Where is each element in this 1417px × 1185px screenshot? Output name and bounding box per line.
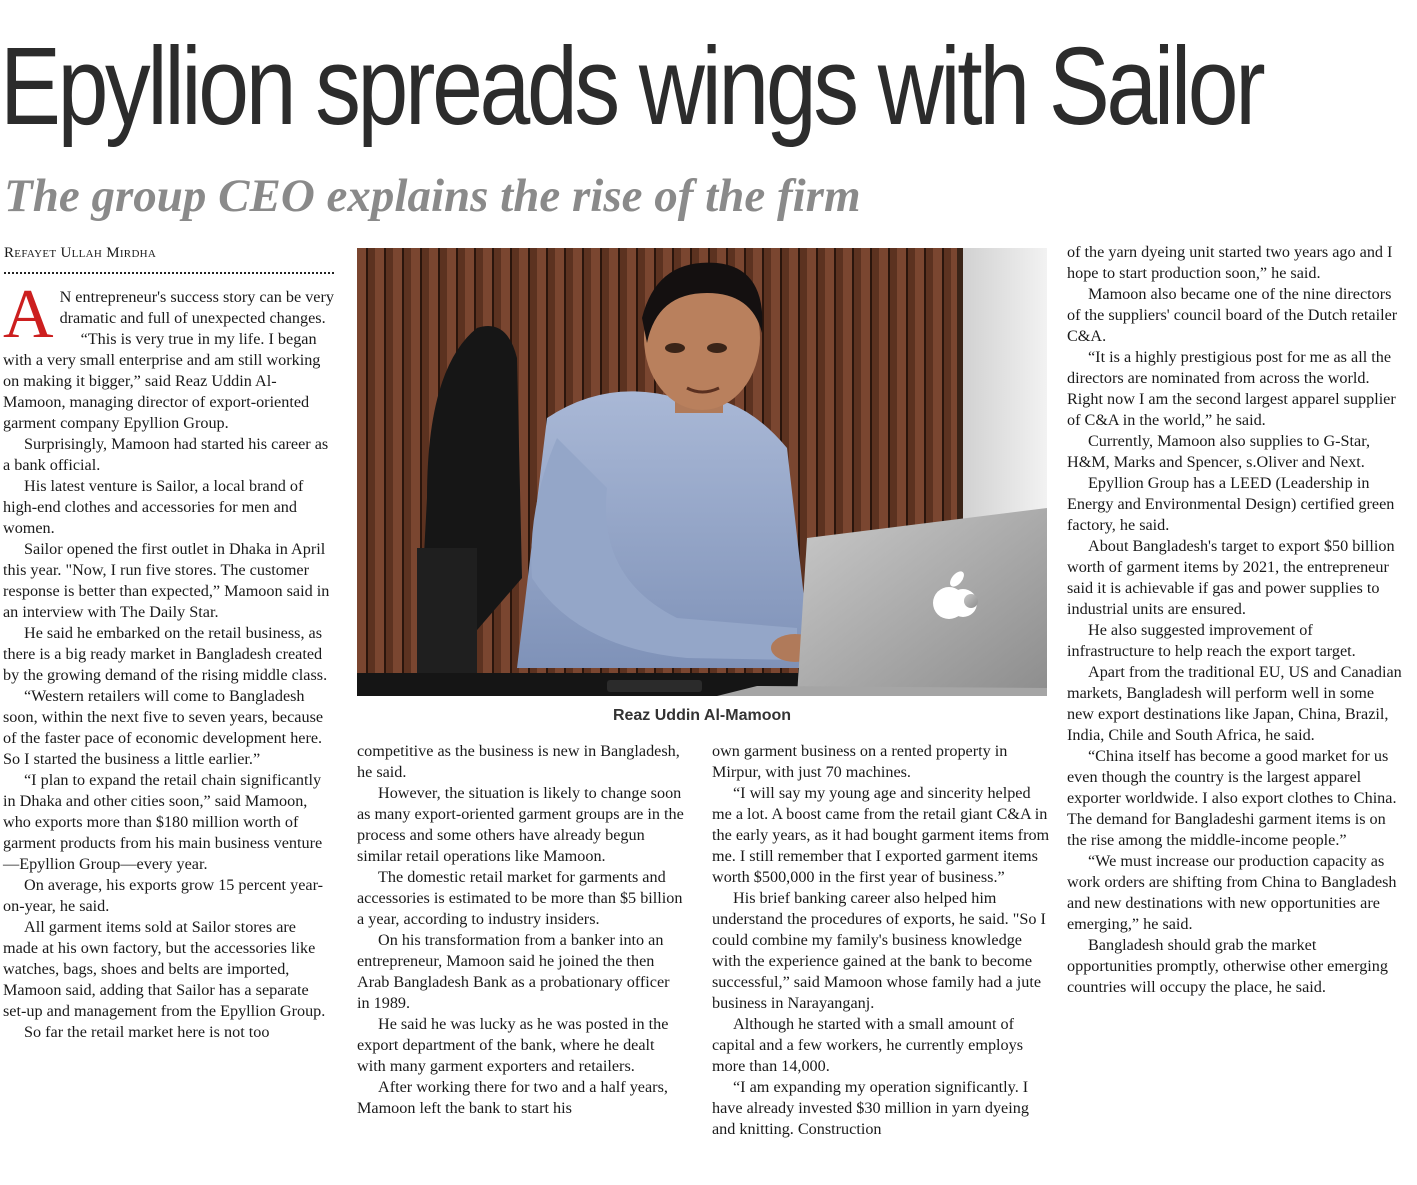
headline: Epyllion spreads wings with Sailor <box>0 25 1263 148</box>
paragraph: Surprisingly, Mamoon had started his career as a bank official. <box>3 435 329 474</box>
paragraph: Mamoon also became one of the nine directors of the suppliers' council board of the Dutch retailer C&A. <box>1067 285 1398 345</box>
lead-paragraph <box>3 276 335 353</box>
paragraph: of the yarn dyeing unit started two years ago and I hope to start production soon,” he said. <box>1067 243 1393 282</box>
paragraph: “I am expanding my operation significantly. I have already invested $30 million in yarn dyeing and knitting. Construction <box>712 1078 1029 1138</box>
paragraph: About Bangladesh's target to export $50 billion worth of garment items by 2021, the entrepreneur said it is achievable if gas and power supplies to industrial units are ensured. <box>1067 537 1395 618</box>
paragraph: Apart from the traditional EU, US and Canadian markets, Bangladesh will perform well in some new export destinations like Japan, China, Brazil, India, Chile and South Africa, he said. <box>1067 663 1402 744</box>
paragraph: Sailor opened the first outlet in Dhaka in April this year. "Now, I run five stores. The customer response is better than expected,” Mamoon said in an interview with The Daily Star. <box>3 540 330 621</box>
paragraph: On his transformation from a banker into an entrepreneur, Mamoon said he joined the then Arab Bangladesh Bank as a probationary officer in 1989. <box>357 931 670 1012</box>
photo-caption: Reaz Uddin Al-Mamoon <box>612 707 792 724</box>
paragraph: So far the retail market here is not too <box>24 1023 270 1041</box>
paragraph: Although he started with a small amount of capital and a few workers, he currently employs more than 14,000. <box>712 1015 1024 1075</box>
paragraph: His brief banking career also helped him understand the procedures of exports, he said. "So I could combine my family's business knowledge with the experience gained at the bank to become successful,” said Mamoon whose family had a jute business in Narayanganj. <box>712 889 1046 1012</box>
paragraph: Epyllion Group has a LEED (Leadership in Energy and Environmental Design) certified green factory, he said. <box>1067 474 1395 534</box>
drop-cap: A <box>3 276 54 353</box>
paragraph: “This is very true in my life. I began with a very small enterprise and am still working on making it bigger,” said Reaz Uddin Al-Mamoon, managing director of export-oriented garment company Epyllion Group. <box>3 330 321 432</box>
paragraph: On average, his exports grow 15 percent year-on-year, he said. <box>3 876 324 915</box>
paragraph: He said he embarked on the retail business, as there is a big ready market in Bangladesh created by the growing demand of the rising middle class. <box>3 624 328 684</box>
subheadline: The group CEO explains the rise of the firm <box>4 170 861 222</box>
paragraph: He also suggested improvement of infrastructure to help reach the export target. <box>1067 621 1356 660</box>
paragraph: Currently, Mamoon also supplies to G-Star, H&M, Marks and Spencer, s.Oliver and Next. <box>1067 432 1370 471</box>
paragraph: After working there for two and a half years, Mamoon left the bank to start his <box>357 1078 668 1117</box>
paragraph: “I will say my young age and sincerity helped me a lot. A boost came from the retail giant C&A in the early years, as it had bought garment items from me. I still remember that I exported garment items worth $500,000 in the first year of business.” <box>712 784 1050 886</box>
paragraph: All garment items sold at Sailor stores are made at his own factory, but the accessories like watches, bags, shoes and belts are imported, Mamoon said, adding that Sailor has a separate set-up and management from the Epyllion Group. <box>3 918 326 1020</box>
article-column-2 <box>357 741 685 1119</box>
byline: Refayet Ullah Mirdha <box>4 245 334 274</box>
paragraph: He said he was lucky as he was posted in the export department of the bank, where he dealt with many garment exporters and retailers. <box>357 1015 669 1075</box>
paragraph: “Western retailers will come to Bangladesh soon, within the next five to seven years, because of the faster pace of economic development here. So I started the business a little earlier.” <box>3 687 324 768</box>
paragraph: own garment business on a rented property in Mirpur, with just 70 machines. <box>712 742 1008 781</box>
paragraph: “We must increase our production capacity as work orders are shifting from China to Bangladesh and new destinations with new opportunities are emerging,” he said. <box>1067 852 1397 933</box>
article-column-4 <box>1067 242 1402 998</box>
paragraph: The domestic retail market for garments and accessories is estimated to be more than $5 billion a year, according to industry insiders. <box>357 868 683 928</box>
article-column-1 <box>3 276 335 1043</box>
paragraph: “China itself has become a good market for us even though the country is the largest apparel exporter worldwide. I also export clothes to China. The demand for Bangladeshi garment items is on the rise among the middle-income people.” <box>1067 747 1397 849</box>
paragraph: His latest venture is Sailor, a local brand of high-end clothes and accessories for men and women. <box>3 477 304 537</box>
paragraph: “I plan to expand the retail chain significantly in Dhaka and other cities soon,” said Mamoon, who exports more than $180 million worth of garment products from his main business venture—Epyllion Group—every year. <box>3 771 323 873</box>
photo-illustration <box>357 248 1047 696</box>
lead-text: N entrepreneur's success story can be very dramatic and full of unexpected changes. <box>59 288 334 327</box>
article-column-3 <box>712 741 1052 1140</box>
ceo-photo <box>357 248 1047 696</box>
paragraph: “It is a highly prestigious post for me as all the directors are nominated from across the world. Right now I am the second largest apparel supplier of C&A in the world,” he said. <box>1067 348 1396 429</box>
paragraph: Bangladesh should grab the market opportunities promptly, otherwise other emerging countries will occupy the place, he said. <box>1067 936 1388 996</box>
paragraph: competitive as the business is new in Bangladesh, he said. <box>357 742 680 781</box>
paragraph: However, the situation is likely to change soon as many export-oriented garment groups are in the process and some others have already begun similar retail operations like Mamoon. <box>357 784 684 865</box>
